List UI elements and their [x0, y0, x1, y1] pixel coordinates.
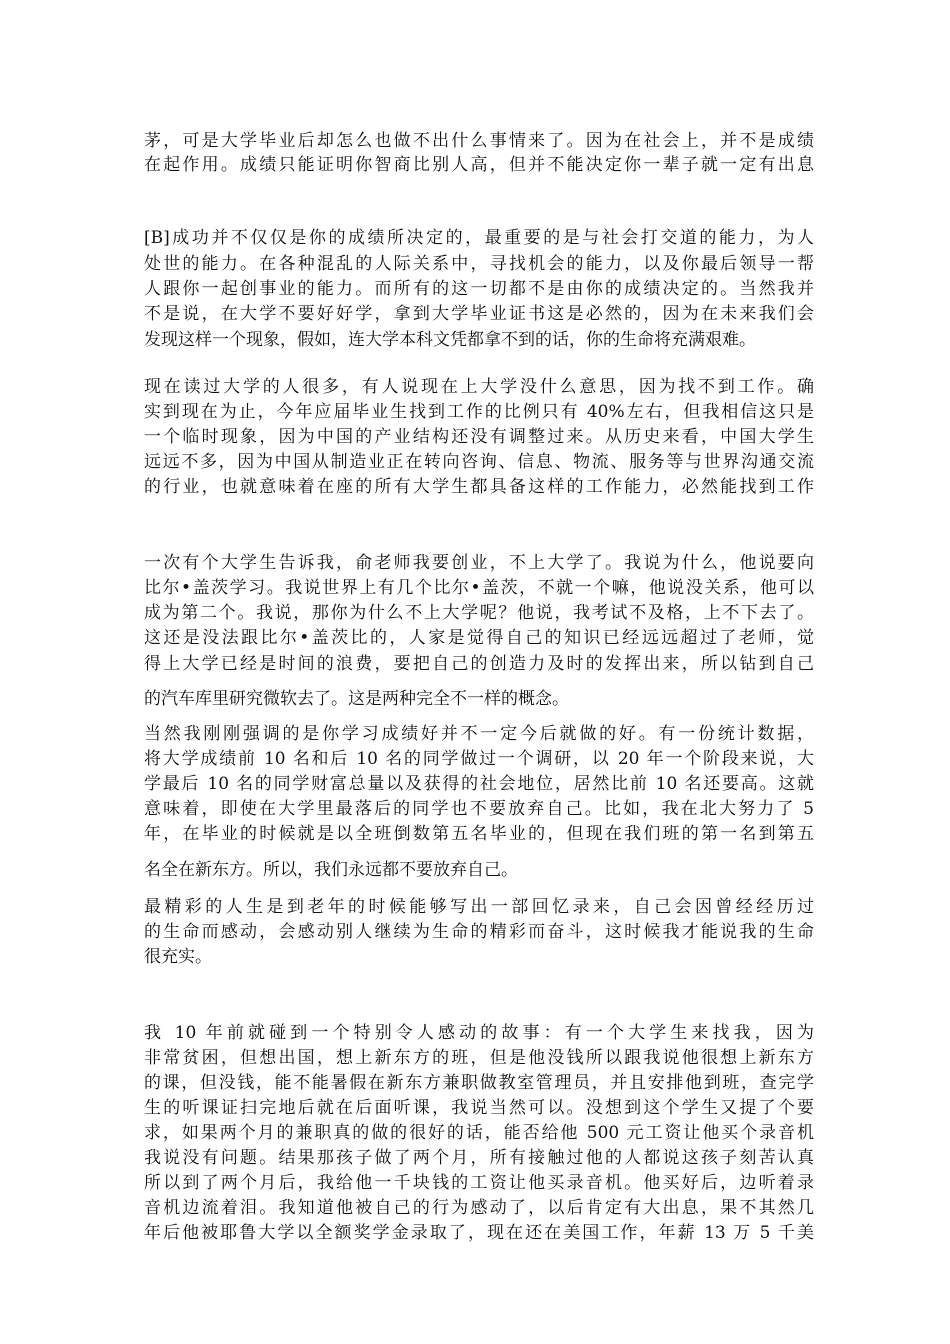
text-line: 一个临时现象，因为中国的产业结构还没有调整过来。从历史来看，中国大学生	[144, 427, 814, 447]
text-line: 所以到了两个月后，我给他一千块钱的工资让他买录音机。他买好后，边听着录	[144, 1173, 814, 1193]
text-line: 不是说，在大学不要好好学，拿到大学毕业证书这是必然的，因为在未来我们会	[144, 304, 814, 324]
text-line: 当然我刚刚强调的是你学习成绩好并不一定今后就做的好。有一份统计数据，	[144, 724, 814, 744]
text-line: [B]成功并不仅仅是你的成绩所决定的，最重要的是与社会打交道的能力，为人	[144, 228, 814, 248]
text-line: 音机边流着泪。我知道他被自己的行为感动了，以后肯定有大出息，果不其然几	[144, 1198, 814, 1218]
text-line: 得上大学已经是时间的浪费，要把自己的创造力及时的发挥出来，所以钻到自己	[144, 654, 814, 674]
text-line: 将大学成绩前 10 名和后 10 名的同学做过一个调研，以 20 年一个阶段来说，大	[144, 749, 814, 769]
text-line: 成为第二个。我说，那你为什么不上大学呢？他说，我考试不及格，上不下去了。	[144, 603, 814, 623]
text-line: 一次有个大学生告诉我，俞老师我要创业，不上大学了。我说为什么，他说要向	[144, 553, 814, 573]
text-line: 远远不多，因为中国从制造业正在转向咨询、信息、物流、服务等与世界沟通交流	[144, 452, 814, 472]
text-line: 在起作用。成绩只能证明你智商比别人高，但并不能决定你一辈子就一定有出息	[144, 155, 814, 175]
text-line: 处世的能力。在各种混乱的人际关系中，寻找机会的能力，以及你最后领导一帮	[144, 254, 814, 274]
text-line: 的汽车库里研究微软去了。这是两种完全不一样的概念。	[144, 689, 569, 709]
text-line: 茅，可是大学毕业后却怎么也做不出什么事情来了。因为在社会上，并不是成绩	[144, 131, 814, 151]
text-line: 发现这样一个现象，假如，连大学本科文凭都拿不到的话，你的生命将充满艰难。	[144, 330, 756, 350]
text-line: 学最后 10 名的同学财富总量以及获得的社会地位，居然比前 10 名还要高。这就	[144, 774, 814, 794]
text-line: 名全在新东方。所以，我们永远都不要放弃自己。	[144, 860, 518, 880]
text-line: 求，如果两个月的兼职真的做的很好的话，能否给他 500 元工资让他买个录音机	[144, 1123, 814, 1143]
text-line: 现在读过大学的人很多，有人说现在上大学没什么意思，因为找不到工作。确	[144, 377, 814, 397]
text-line: 年，在毕业的时候就是以全班倒数第五名毕业的，但现在我们班的第一名到第五	[144, 824, 814, 844]
text-line: 比尔•盖茨学习。我说世界上有几个比尔•盖茨，不就一个嘛，他说没关系，他可以	[144, 578, 814, 598]
text-line: 实到现在为止，今年应届毕业生找到工作的比例只有 40%左右，但我相信这只是	[144, 402, 814, 422]
text-line: 很充实。	[144, 947, 212, 967]
text-line: 年后他被耶鲁大学以全额奖学金录取了，现在还在美国工作，年薪 13 万 5 千美	[144, 1223, 814, 1243]
text-line: 我说没有问题。结果那孩子做了两个月，所有接触过他的人都说这孩子刻苦认真	[144, 1148, 814, 1168]
text-line: 的行业，也就意味着在座的所有大学生都具备这样的工作能力，必然能找到工作	[144, 477, 814, 497]
text-line: 的生命而感动，会感动别人继续为生命的精彩而奋斗，这时候我才能说我的生命	[144, 922, 814, 942]
text-line: 意味着，即使在大学里最落后的同学也不要放弃自己。比如，我在北大努力了 5	[144, 799, 814, 819]
text-line: 这还是没法跟比尔•盖茨比的，人家是觉得自己的知识已经远远超过了老师，觉	[144, 628, 814, 648]
text-line: 人跟你一起创事业的能力。而所有的这一切都不是由你的成绩决定的。当然我并	[144, 279, 814, 299]
text-line: 的课，但没钱，能不能暑假在新东方兼职做教室管理员，并且安排他到班，查完学	[144, 1073, 814, 1093]
text-line: 非常贫困，但想出国，想上新东方的班，但是他没钱所以跟我说他很想上新东方	[144, 1048, 814, 1068]
text-line: 我 10 年前就碰到一个特别令人感动的故事：有一个大学生来找我，因为	[144, 1023, 814, 1043]
text-line: 生的听课证扫完地后就在后面听课，我说当然可以。没想到这个学生又提了个要	[144, 1098, 814, 1118]
text-line: 最精彩的人生是到老年的时候能够写出一部回忆录来，自己会因曾经经历过	[144, 897, 814, 917]
